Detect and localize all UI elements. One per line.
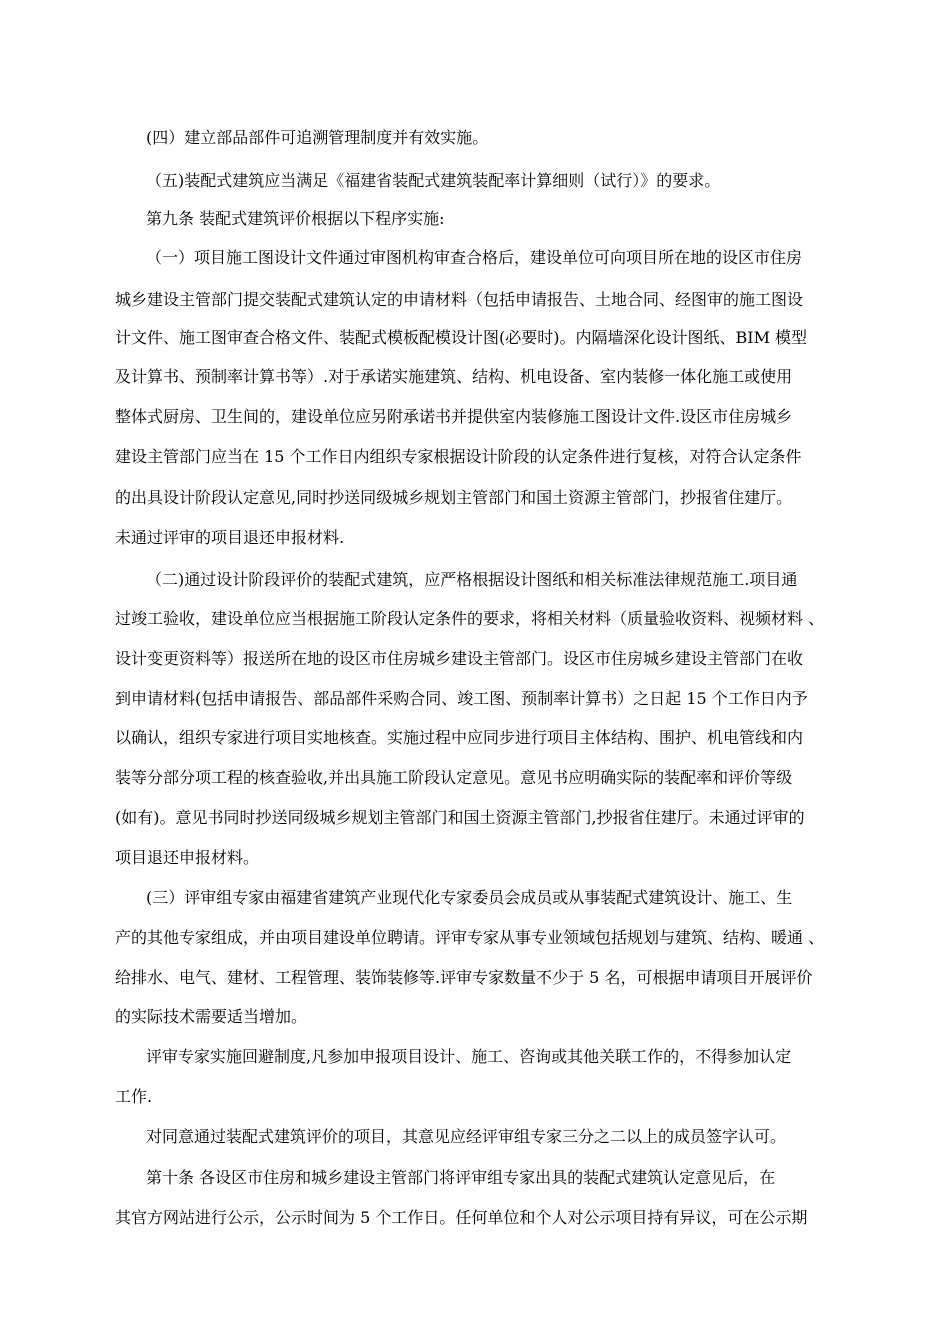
text-line: 设计变更资料等）报送所在地的设区市住房城乡建设主管部门。设区市住房城乡建设主管部门在收 (115, 649, 804, 668)
text-line: 未通过评审的项目退还申报材料. (115, 528, 345, 547)
text-line: (四）建立部品部件可追溯管理制度并有效实施。 (146, 128, 489, 147)
text-line: （一）项目施工图设计文件通过审图机构审查合格后，建设单位可向项目所在地的设区市住房 (146, 248, 803, 267)
text-line: 以确认，组织专家进行项目实地核查。实施过程中应同步进行项目主体结构、围护、机电管线和内 (115, 728, 804, 747)
text-line: 到申请材料(包括申请报告、部品部件采购合同、竣工图、预制率计算书）之日起 15 个工作日内予 (115, 689, 808, 708)
text-line: 评审专家实施回避制度,凡参加申报项目设计、施工、咨询或其他关联工作的，不得参加认定 (146, 1047, 792, 1066)
text-line: 项目退还申报材料。 (115, 848, 260, 867)
text-line: 建设主管部门应当在 15 个工作日内组织专家根据设计阶段的认定条件进行复核，对符合认定条件 (115, 447, 802, 466)
text-line: （二)通过设计阶段评价的装配式建筑，应严格根据设计图纸和相关标准法律规范施工.项目通 (146, 570, 798, 589)
text-line: 其官方网站进行公示，公示时间为 5 个工作日。任何单位和个人对公示项目持有异议，可在公示期 (115, 1208, 808, 1227)
text-line: 第十条 各设区市住房和城乡建设主管部门将评审组专家出具的装配式建筑认定意见后，在 (146, 1168, 776, 1187)
text-line: 的实际技术需要适当增加。 (115, 1007, 308, 1026)
text-line: 给排水、电气、建材、工程管理、装饰装修等.评审专家数量不少于 5 名，可根据申请项目开展评价 (115, 968, 813, 987)
text-line: 及计算书、预制率计算书等）.对于承诺实施建筑、结构、机电设备、室内装修一体化施工或使用 (115, 367, 793, 386)
text-line: 第九条 装配式建筑评价根据以下程序实施: (146, 209, 445, 228)
text-line: 对同意通过装配式建筑评价的项目，其意见应经评审组专家三分之二以上的成员签字认可。 (146, 1127, 787, 1146)
text-line: 整体式厨房、卫生间的，建设单位应另附承诺书并提供室内装修施工图设计文件.设区市住房城乡 (115, 407, 793, 426)
text-line: 城乡建设主管部门提交装配式建筑认定的申请材料（包括申请报告、土地合同、经图审的施工图设 (115, 290, 804, 309)
text-line: 装等分部分项工程的核查验收,并出具施工阶段认定意见。意见书应明确实际的装配率和评价等级 (115, 768, 793, 787)
text-line: （五)装配式建筑应当满足《福建省装配式建筑装配率计算细则（试行）》的要求。 (146, 171, 721, 190)
text-line: (如有)。意见书同时抄送同级城乡规划主管部门和国土资源主管部门,抄报省住建厅。未通过评审的 (115, 808, 805, 827)
text-line: 的出具设计阶段认定意见,同时抄送同级城乡规划主管部门和国土资源主管部门，抄报省住建厅。 (115, 488, 793, 507)
text-line: (三）评审组专家由福建省建筑产业现代化专家委员会成员或从事装配式建筑设计、施工、生 (146, 888, 793, 907)
text-line: 过竣工验收，建设单位应当根据施工阶段认定条件的要求，将相关材料（质量验收资料、视频材料 、 (115, 609, 825, 628)
text-line: 计文件、施工图审查合格文件、装配式模板配模设计图(必要时)。内隔墙深化设计图纸、BIM 模型 (115, 328, 808, 347)
text-line: 产的其他专家组成，并由项目建设单位聘请。评审专家从事专业领域包括规划与建筑、结构、暖通 、 (115, 928, 825, 947)
text-line: 工作. (115, 1087, 153, 1106)
